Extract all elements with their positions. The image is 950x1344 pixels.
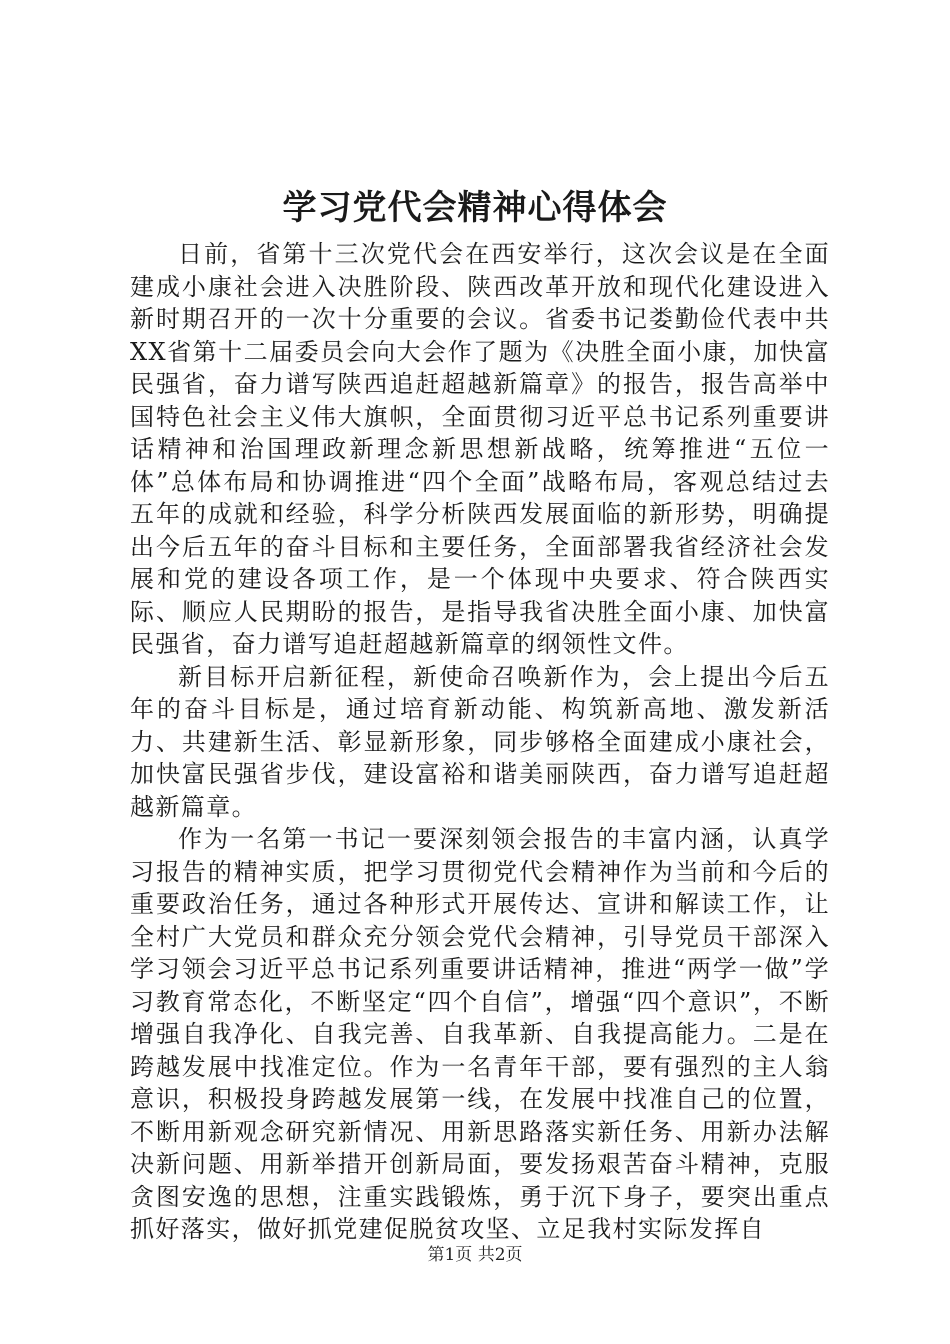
paragraph-3: 作为一名第一书记一要深刻领会报告的丰富内涵，认真学习报告的精神实质，把学习贯彻党代会精神作为当前和今后的重要政治任务，通过各种形式开展传达、宣讲和解读工作，让全村广大党员和群众充分领会党代会精神，引导党员干部深入学习领会习近平总书记系列重要讲话精神，推进“两学一做”学习教育常态化，不断坚定“四个自信”，增强“四个意识”，不断增强自我净化、自我完善、自我革新、自我提高能力。二是在跨越发展中找准定位。作为一名青年干部，要有强烈的主人翁意识，积极投身跨越发展第一线，在发展中找准自己的位置，不断用新观念研究新情况、用新思路落实新任务、用新办法解决新问题、用新举措开创新局面，要发扬艰苦奋斗精神，克服贪图安逸的思想，注重实践锻炼，勇于沉下身子，要突出重点抓好落实，做好抓党建促脱贫攻坚、立足我村实际发挥自	[130, 825, 830, 1243]
document-body	[130, 238, 830, 1246]
document-title: 学习党代会精神心得体会	[282, 188, 668, 228]
paragraph-1: 日前，省第十三次党代会在西安举行，这次会议是在全面建成小康社会进入决胜阶段、陕西改革开放和现代化建设进入新时期召开的一次十分重要的会议。省委书记娄勤俭代表中共XX省第十二届委员会向大会作了题为《决胜全面小康，加快富民强省，奋力谱写陕西追赶超越新篇章》的报告，报告高举中国特色社会主义伟大旗帜，全面贯彻习近平总书记系列重要讲话精神和治国理政新理念新思想新战略，统筹推进“五位一体”总体布局和协调推进“四个全面”战略布局，客观总结过去五年的成就和经验，科学分析陕西发展面临的新形势，明确提出今后五年的奋斗目标和主要任务，全面部署我省经济社会发展和党的建设各项工作，是一个体现中央要求、符合陕西实际、顺应人民期盼的报告，是指导我省决胜全面小康、加快富民强省，奋力谱写追赶超越新篇章的纲领性文件。	[130, 240, 830, 658]
page-footer: 第1页 共2页	[427, 1245, 523, 1265]
paragraph-2: 新目标开启新征程，新使命召唤新作为，会上提出今后五年的奋斗目标是，通过培育新动能、构筑新高地、激发新活力、共建新生活、彰显新形象，同步够格全面建成小康社会，加快富民强省步伐，建设富裕和谐美丽陕西，奋力谱写追赶超越新篇章。	[130, 662, 830, 821]
